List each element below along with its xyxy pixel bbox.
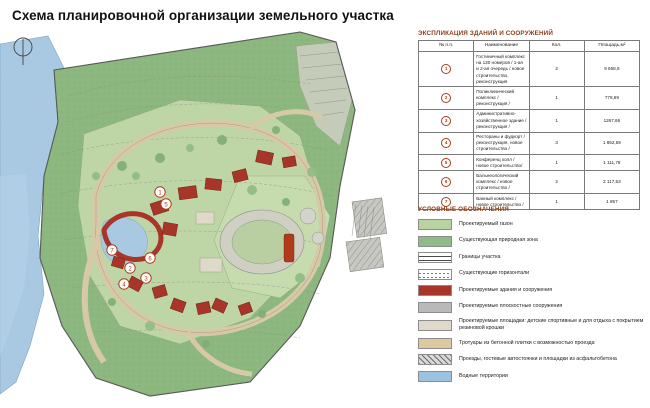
row-name: Рестораны и фудкорт / реконструкция, новое строительство / [474,132,529,155]
row-number-badge: 2 [441,93,451,103]
legend-label: Проезды, гостевые автостоянки и площадки из асфальтобетона [459,356,617,363]
row-area: 9 658,6 [584,52,639,87]
row-count: 3 [529,132,584,155]
legend-label: Существующая природная зона [459,237,538,244]
row-number-badge: 4 [441,138,451,148]
row-area: 778,69 [584,87,639,110]
svg-text:5: 5 [164,202,168,209]
site-plan-drawing [0,26,415,408]
legend-item-playgrounds [418,318,646,332]
row-number-badge: 5 [441,158,451,168]
legend-item-water [418,371,646,382]
row-name: Конференц холл /новое строительство/ [474,155,529,171]
legend-item-boundary [418,252,646,263]
north-arrow-icon [8,36,38,66]
table-row [419,52,640,87]
row-count: 2 [529,171,584,194]
row-name: Административно-хозяйственное здание / реконструкция / [474,109,529,132]
marker-7 [107,245,117,255]
row-count: 1 [529,155,584,171]
legend-swatch-boundary [418,252,452,263]
table-row [419,87,640,110]
page-title: Схема планировочной организации земельного участка [12,8,394,23]
table-row [419,132,640,155]
col-number: № п.п. [419,41,474,52]
legend-label: Существующие горизонтали [459,270,530,277]
site-plan-map[interactable] [0,26,415,408]
legend-label: Проектируемые здания и сооружения [459,286,553,293]
legend-title: УСЛОВНЫЕ ОБОЗНАЧЕНИЯ [418,206,509,213]
marker-5 [161,199,171,209]
row-number-badge: 7 [441,197,451,207]
explication-title: ЭКСПЛИКАЦИЯ ЗДАНИЙ И СООРУЖЕНИЙ [418,30,554,37]
svg-text:3: 3 [144,276,148,283]
legend-swatch-sidewalks [418,338,452,349]
svg-text:4: 4 [122,282,126,289]
row-count: 1 [529,87,584,110]
row-count: 2 [529,52,584,87]
legend-item-buildings [418,285,646,296]
row-area: 1 852,59 [584,132,639,155]
row-area: 2 117,53 [584,171,639,194]
table-header-row [419,41,640,52]
svg-text:7: 7 [110,248,114,255]
table-row [419,109,640,132]
legend-item-lawn [418,219,646,230]
legend-swatch-playgrounds [418,320,452,331]
col-area: Площадь,м² [584,41,639,52]
row-name: Бальнеологический комплекс / новое строительство / [474,171,529,194]
table-row [419,171,640,194]
legend-item-flat-structures [418,302,646,313]
row-area: 1 111,78 [584,155,639,171]
legend-panel [418,206,646,387]
explication-table [418,40,640,210]
row-area: 1 857 [584,194,639,210]
row-number-badge: 1 [441,64,451,74]
legend-label: Проектируемый газон [459,220,513,227]
legend-swatch-water [418,371,452,382]
legend-swatch-nature [418,236,452,247]
row-count: 1 [529,109,584,132]
row-name: Банный комплекс / новое строительство / [474,194,529,210]
col-name: Наименование [474,41,529,52]
legend-swatch-contours [418,269,452,280]
row-number-badge: 6 [441,177,451,187]
marker-4 [119,279,129,289]
row-count: 1 [529,194,584,210]
legend-item-nature [418,236,646,247]
legend-swatch-asphalt [418,354,452,365]
marker-2 [125,263,135,273]
legend-label: Проектируемые плоскостные сооружения [459,303,563,310]
marker-6 [145,253,155,263]
legend-label: Проектируемые площадки: детские спортивные и для отдыха с покрытием резиновой крошки [459,318,644,332]
legend-item-asphalt [418,354,646,365]
legend-item-contours [418,269,646,280]
svg-text:6: 6 [148,256,152,263]
row-area: 1267,66 [584,109,639,132]
legend-label: Границы участка [459,253,501,260]
row-name: Гостиничный комплекс на 130 номеров / 1-ая и 2-ая очередь / новое строительство, реконструкция [474,52,529,87]
marker-1 [155,187,165,197]
col-count: Кол. [529,41,584,52]
legend-swatch-buildings [418,285,452,296]
row-number-badge: 3 [441,116,451,126]
legend-label: Водные территории [459,372,508,379]
svg-text:1: 1 [158,190,162,197]
legend-item-sidewalks [418,338,646,349]
legend-swatch-lawn [418,219,452,230]
table-row [419,155,640,171]
marker-3 [141,273,151,283]
legend-label: Тротуары из бетонной плитки с возможностью проезда [459,339,595,346]
explication-panel [418,30,642,210]
row-name: Поликлинический комплекс / реконструкция / [474,87,529,110]
legend-swatch-flat-structures [418,302,452,313]
svg-text:2: 2 [128,266,132,273]
